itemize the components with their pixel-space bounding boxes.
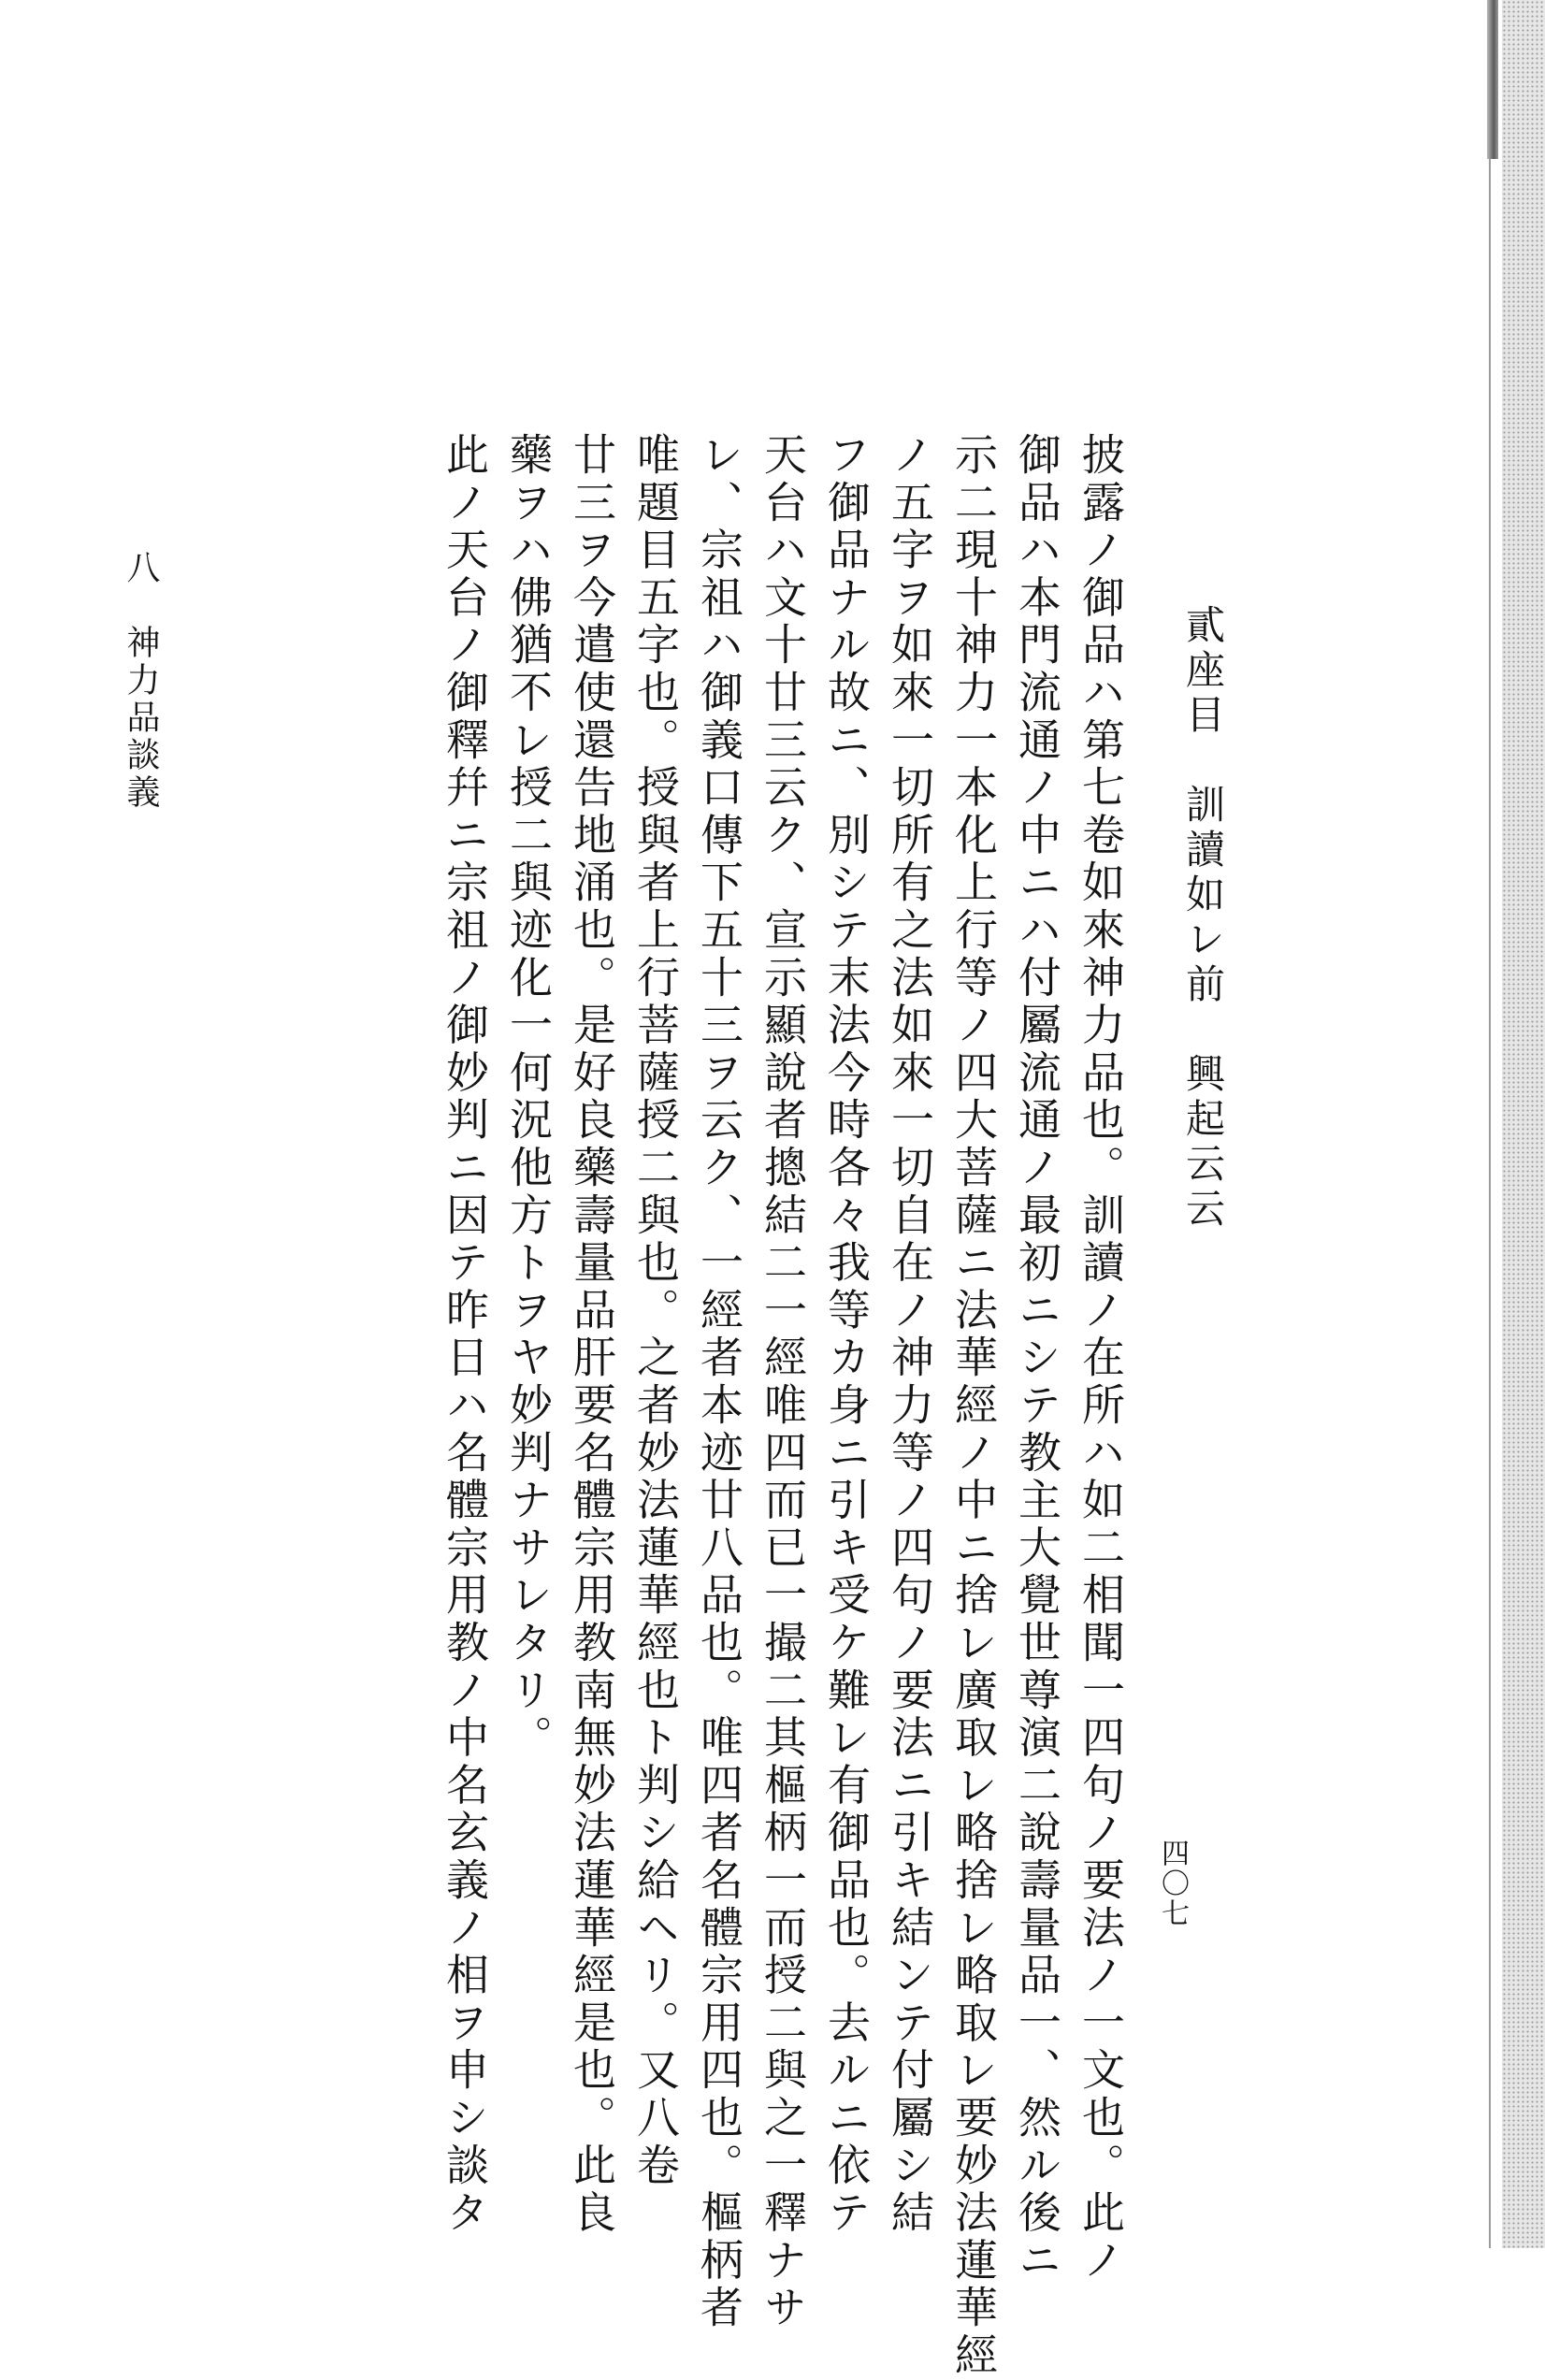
text-column: レ、宗祖ハ御義口傳下五十三ヲ云ク、一經者本迹廿八品也。唯四者名體宗用四也。樞柄者 [694, 432, 744, 2332]
running-footer: 八 神力品談義 [122, 550, 160, 812]
text-column: 示二現十神力一本化上行等ノ四大菩薩ニ法華經ノ中ニ捨レ廣取レ略捨レ略取レ要妙法蓮華經 [948, 432, 999, 2380]
text-column: 此ノ天台ノ御釋幷ニ宗祖ノ御妙判ニ因テ昨日ハ名體宗用教ノ中名玄義ノ相ヲ申シ談タ [440, 432, 490, 2238]
text-column: ノ五字ヲ如來一切所有之法如來一切自在ノ神力等ノ四句ノ要法ニ引キ結ンテ付屬シ結 [885, 432, 935, 2238]
section-heading: 貳座目 訓讀如レ前 興起云云 [1180, 604, 1226, 1233]
text-column: 披露ノ御品ハ第七卷如來神力品也。訓讀ノ在所ハ如二相聞一四句ノ要法ノ一文也。此ノ [1076, 432, 1126, 2286]
text-column: フ御品ナル故ニ、別シテ末法今時各々我等カ身ニ引キ受ケ難レ有御品也。去ルニ依テ [821, 432, 872, 2238]
book-spine-shadow [1487, 0, 1498, 159]
page-number: 四〇七 [1156, 1839, 1189, 1928]
text-column: 廿三ヲ今遣使還告地涌也。是好良藥壽量品肝要名體宗用教南無妙法蓮華經是也。此良 [567, 432, 617, 2238]
book-spine-line [1489, 0, 1491, 2248]
text-column: 藥ヲハ佛猶不レ授二與迹化一何況他方トヲヤ妙判ナサレタリ。 [503, 432, 554, 1763]
text-column: 天台ハ文十廿三云ク、宣示顯說者摠結二一經唯四而已一撮二其樞柄一而授二與之一釋ナサ [758, 432, 808, 2332]
text-column: 御品ハ本門流通ノ中ニハ付屬流通ノ最初ニシテ教主大覺世尊演二說壽量品一、然ル後ニ [1012, 432, 1062, 2286]
text-column: 唯題目五字也。授與者上行菩薩授二與也。之者妙法蓮華經也ト判シ給ヘリ。又八卷 [630, 432, 681, 2190]
page-edge-texture [1502, 0, 1545, 2248]
